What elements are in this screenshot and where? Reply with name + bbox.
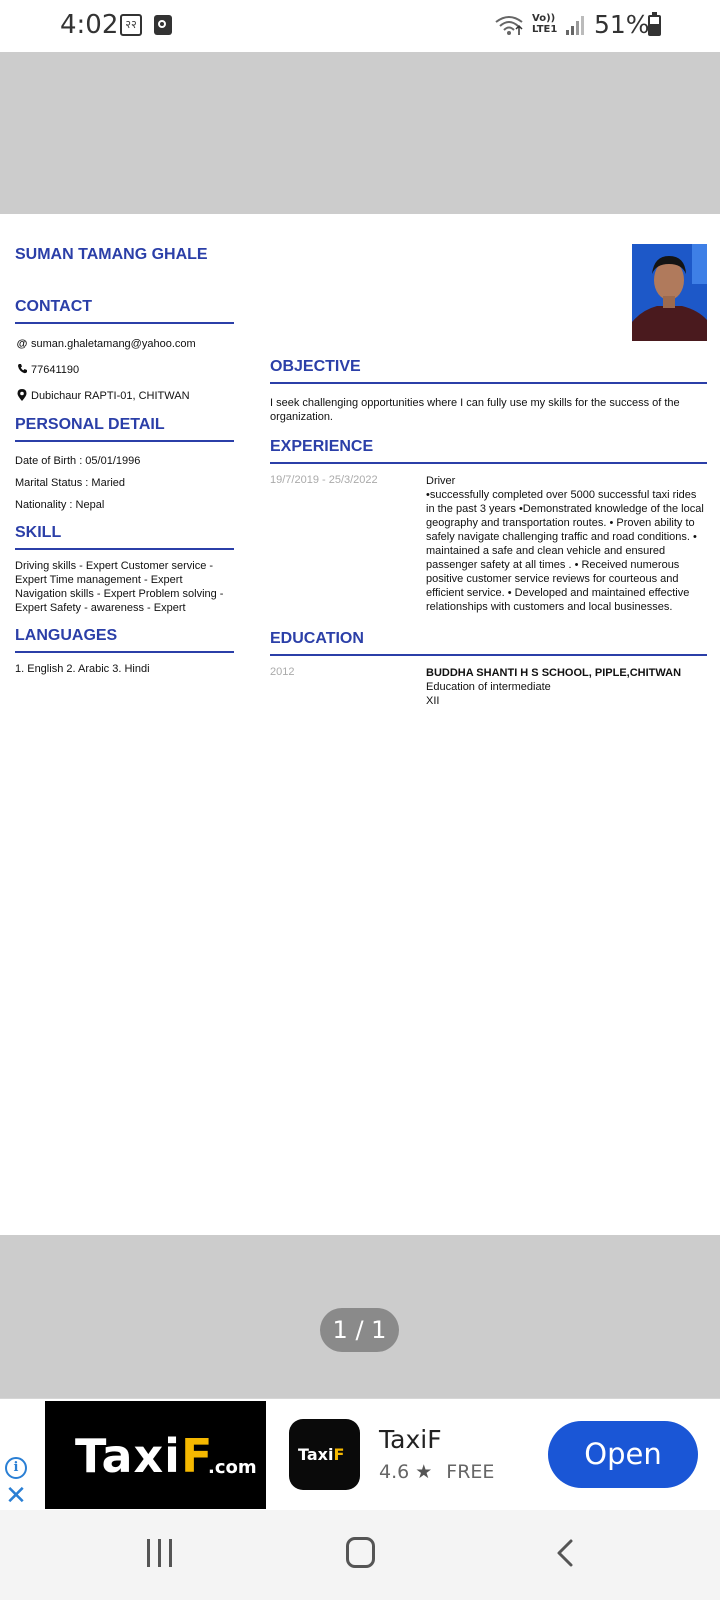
page-indicator: 1 / 1 xyxy=(320,1308,399,1352)
experience-title: EXPERIENCE xyxy=(270,438,374,455)
education-degree: Education of intermediate xyxy=(426,681,551,693)
profile-photo xyxy=(632,244,707,341)
back-icon[interactable] xyxy=(552,1538,580,1568)
home-icon[interactable] xyxy=(346,1537,375,1568)
languages-text: 1. English 2. Arabic 3. Hindi xyxy=(15,663,150,675)
clock-notification-icon xyxy=(154,15,172,35)
experience-body xyxy=(426,474,707,614)
resume-right-column xyxy=(270,358,707,708)
battery-percent: 51% xyxy=(594,10,650,39)
notification-icon: २२ xyxy=(120,14,142,36)
map-pin-icon xyxy=(15,389,29,404)
navigation-bar xyxy=(0,1510,720,1600)
contact-email-text: suman.ghaletamang@yahoo.com xyxy=(31,338,196,350)
objective-title: OBJECTIVE xyxy=(270,358,361,375)
contact-phone-text: 77641190 xyxy=(31,364,80,376)
education-date: 2012 xyxy=(270,666,295,678)
app-logo[interactable] xyxy=(289,1419,360,1490)
languages-divider xyxy=(15,651,234,653)
battery-icon xyxy=(648,15,661,36)
contact-address xyxy=(15,386,234,406)
experience-role: Driver xyxy=(426,475,456,487)
status-bar xyxy=(0,0,720,52)
profile-photo-image xyxy=(632,244,707,341)
ad-info-icon[interactable]: i xyxy=(5,1457,27,1479)
ad-close-icon[interactable]: ✕ xyxy=(5,1480,27,1510)
recents-icon[interactable] xyxy=(145,1539,175,1567)
contact-address-text: Dubichaur RAPTI-01, CHITWAN xyxy=(31,390,190,402)
nationality-text: Nationality : Nepal xyxy=(15,499,105,511)
open-button[interactable]: Open xyxy=(548,1421,698,1488)
education-divider xyxy=(270,654,707,656)
banner-logo-text: TaxiF xyxy=(75,1429,214,1483)
skill-text: Driving skills - Expert Customer service - Expert Time management - Expert Navigation skills - Expert Problem solving - Expert Safety - awareness - Expert xyxy=(15,560,224,614)
contact-divider xyxy=(15,322,234,324)
objective-divider xyxy=(270,382,707,384)
marital-status-text: Marital Status : Maried xyxy=(15,477,126,489)
contact-email[interactable] xyxy=(15,334,234,354)
skill-divider xyxy=(15,548,234,550)
ad-banner-image[interactable] xyxy=(45,1401,266,1509)
contact-title: CONTACT xyxy=(15,298,93,315)
experience-divider xyxy=(270,462,707,464)
dob-text: Date of Birth : 05/01/1996 xyxy=(15,455,141,467)
ad-banner[interactable] xyxy=(0,1398,720,1510)
ad-app-name[interactable]: TaxiF xyxy=(379,1425,442,1454)
education-title: EDUCATION xyxy=(270,630,364,647)
education-body xyxy=(426,666,707,708)
app-logo-text: TaxiF xyxy=(298,1445,345,1464)
education-entry xyxy=(270,666,707,708)
experience-entry xyxy=(270,474,707,614)
experience-text: •successfully completed over 5000 successful taxi rides in the past 3 years •Demonstrated knowledge of the local geography and transportation routes. • Proven ability to safely navigate challenging traffic and road conditions. • maintained a safe and clean vehicle and ensured passenger safety at all times . • Received numerous positive customer service reviews for courteous and efficient service. • Developed and maintained effective relationships with customers and local businesses. xyxy=(426,489,704,613)
resume-left-column xyxy=(15,298,234,676)
ad-price: FREE xyxy=(446,1461,495,1483)
languages-title: LANGUAGES xyxy=(15,627,118,644)
skill-title: SKILL xyxy=(15,524,62,541)
experience-date: 19/7/2019 - 25/3/2022 xyxy=(270,474,378,486)
resume-name: SUMAN TAMANG GHALE xyxy=(15,246,208,263)
star-icon: ★ xyxy=(415,1461,433,1483)
email-icon: @ xyxy=(16,338,28,350)
wifi-icon xyxy=(494,14,524,36)
ad-rating: 4.6 xyxy=(379,1461,410,1483)
signal-icon xyxy=(564,14,586,36)
banner-logo-suffix: .com xyxy=(208,1457,257,1478)
contact-phone[interactable] xyxy=(15,360,234,380)
resume-page[interactable] xyxy=(0,214,720,1235)
personal-detail-title: PERSONAL DETAIL xyxy=(15,416,165,433)
education-level: XII xyxy=(426,695,440,707)
phone-icon xyxy=(15,363,29,377)
ad-app-meta xyxy=(379,1461,494,1483)
objective-text: I seek challenging opportunities where I can fully use my skills for the success of the organization. xyxy=(270,397,680,423)
network-type: Vo)) LTE1 xyxy=(532,13,558,35)
education-school: BUDDHA SHANTI H S SCHOOL, PIPLE,CHITWAN xyxy=(426,667,682,679)
status-time: 4:02 xyxy=(60,10,119,40)
